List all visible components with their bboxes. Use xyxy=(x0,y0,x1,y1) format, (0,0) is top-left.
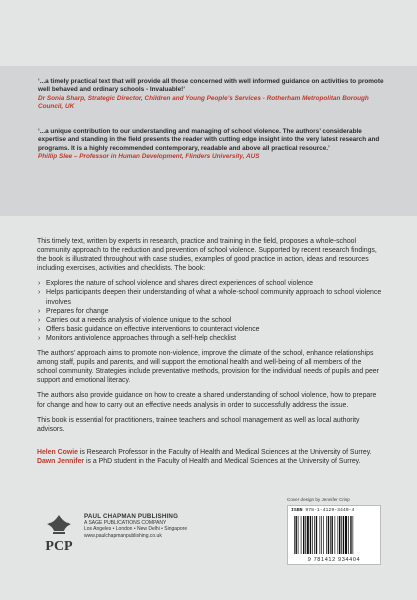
publisher-cities: Los Angeles • London • New Delhi • Singapore xyxy=(84,526,188,533)
intro-paragraph: This timely text, written by experts in research, practice and training in the field, proposes a whole-school community approach to the reduction and prevention of school violence. Supported by recent research findings, the book is illustrated throughout with case studies, examples of good practice in action, ideas and resources including exercises, activities and checklists. The book: xyxy=(37,238,377,273)
publisher-info xyxy=(84,514,244,539)
author-description: is a PhD student in the Faculty of Health and Medical Sciences at the University of Surrey. xyxy=(84,458,361,466)
author-bios xyxy=(37,448,383,466)
barcode-digits: 9 781412 934404 xyxy=(307,557,361,563)
isbn-number: 978-1-4129-3440-4 xyxy=(305,508,355,513)
publisher-name: PAUL CHAPMAN PUBLISHING xyxy=(84,513,179,520)
feature-list xyxy=(37,279,383,343)
feature-item: › Monitors antiviolence approaches through a self-help checklist xyxy=(37,334,383,343)
publisher-block xyxy=(38,512,238,568)
publisher-company: A SAGE PUBLICATIONS COMPANY xyxy=(84,520,167,527)
author-bio xyxy=(37,448,383,457)
cover-design-credit: Cover design by Jennifer Crisp xyxy=(287,497,350,502)
publisher-url: www.paulchapmanpublishing.co.uk xyxy=(84,532,162,539)
quote-text: ‘...a unique contribution to our understanding and managing of school violence. The authors’ considerable expertise and standing in the field presents the reader with cutting edge insight into the very latest research and programs. It is a highly recommended contemporary, readable and above all practical resource.’ xyxy=(38,128,380,152)
book-description xyxy=(37,237,383,440)
guidance-paragraph: The authors also provide guidance on how to create a shared understanding of school violence, how to prepare for change and how to carry out an effective needs analysis in order to successfully address the issue. xyxy=(37,392,377,409)
quote-text: ‘...a timely practical text that will provide all those concerned with well informed guidance on activities to promote well behaved and ordinary schools - Invaluable!’ xyxy=(38,78,384,94)
feature-item: › Prepares for change xyxy=(37,307,383,316)
feature-item: › Offers basic guidance on effective interventions to counteract violence xyxy=(37,325,383,334)
approach-paragraph: The authors’ approach aims to promote non-violence, improve the climate of the school, enhance relationships among staff, pupils and parents, and will support the emotional health and well-being of all members of the school community. Strategies include preventative methods, provision for the individual needs of pupils and peer support and emotional literacy. xyxy=(37,350,379,385)
author-name: Dawn Jennifer xyxy=(37,458,85,466)
review-quote xyxy=(38,128,384,161)
author-bio xyxy=(37,457,383,466)
pcp-logo-icon xyxy=(38,512,80,558)
quote-source: Dr Sonia Sharp, Strategic Director, Children and Young People’s Services - Rotherham Metropolitan Borough Council, UK xyxy=(38,94,369,110)
logo-lettering: PCP xyxy=(45,539,73,554)
review-quotes-band xyxy=(0,66,417,216)
isbn-barcode xyxy=(287,505,381,565)
feature-item: › Helps participants deepen their understanding of what a whole-school community approach to school violence involves xyxy=(37,288,383,306)
feature-item: › Carries out a needs analysis of violence unique to the school xyxy=(37,316,383,325)
barcode-icon xyxy=(292,516,376,556)
quote-source: Phillip Slee – Professor in Human Development, Flinders University, AUS xyxy=(38,152,260,160)
author-description: is Research Professor in the Faculty of Health and Medical Sciences at the University of Surrey. xyxy=(77,449,372,456)
isbn-row xyxy=(291,508,354,513)
feature-item: › Explores the nature of school violence and shares direct experiences of school violence xyxy=(37,279,383,288)
audience-paragraph: This book is essential for practitioners, trainee teachers and school management as well as local authority advisors. xyxy=(37,416,360,433)
isbn-label: ISBN xyxy=(291,508,303,513)
author-name: Helen Cowie xyxy=(37,449,78,456)
review-quote xyxy=(38,78,384,111)
